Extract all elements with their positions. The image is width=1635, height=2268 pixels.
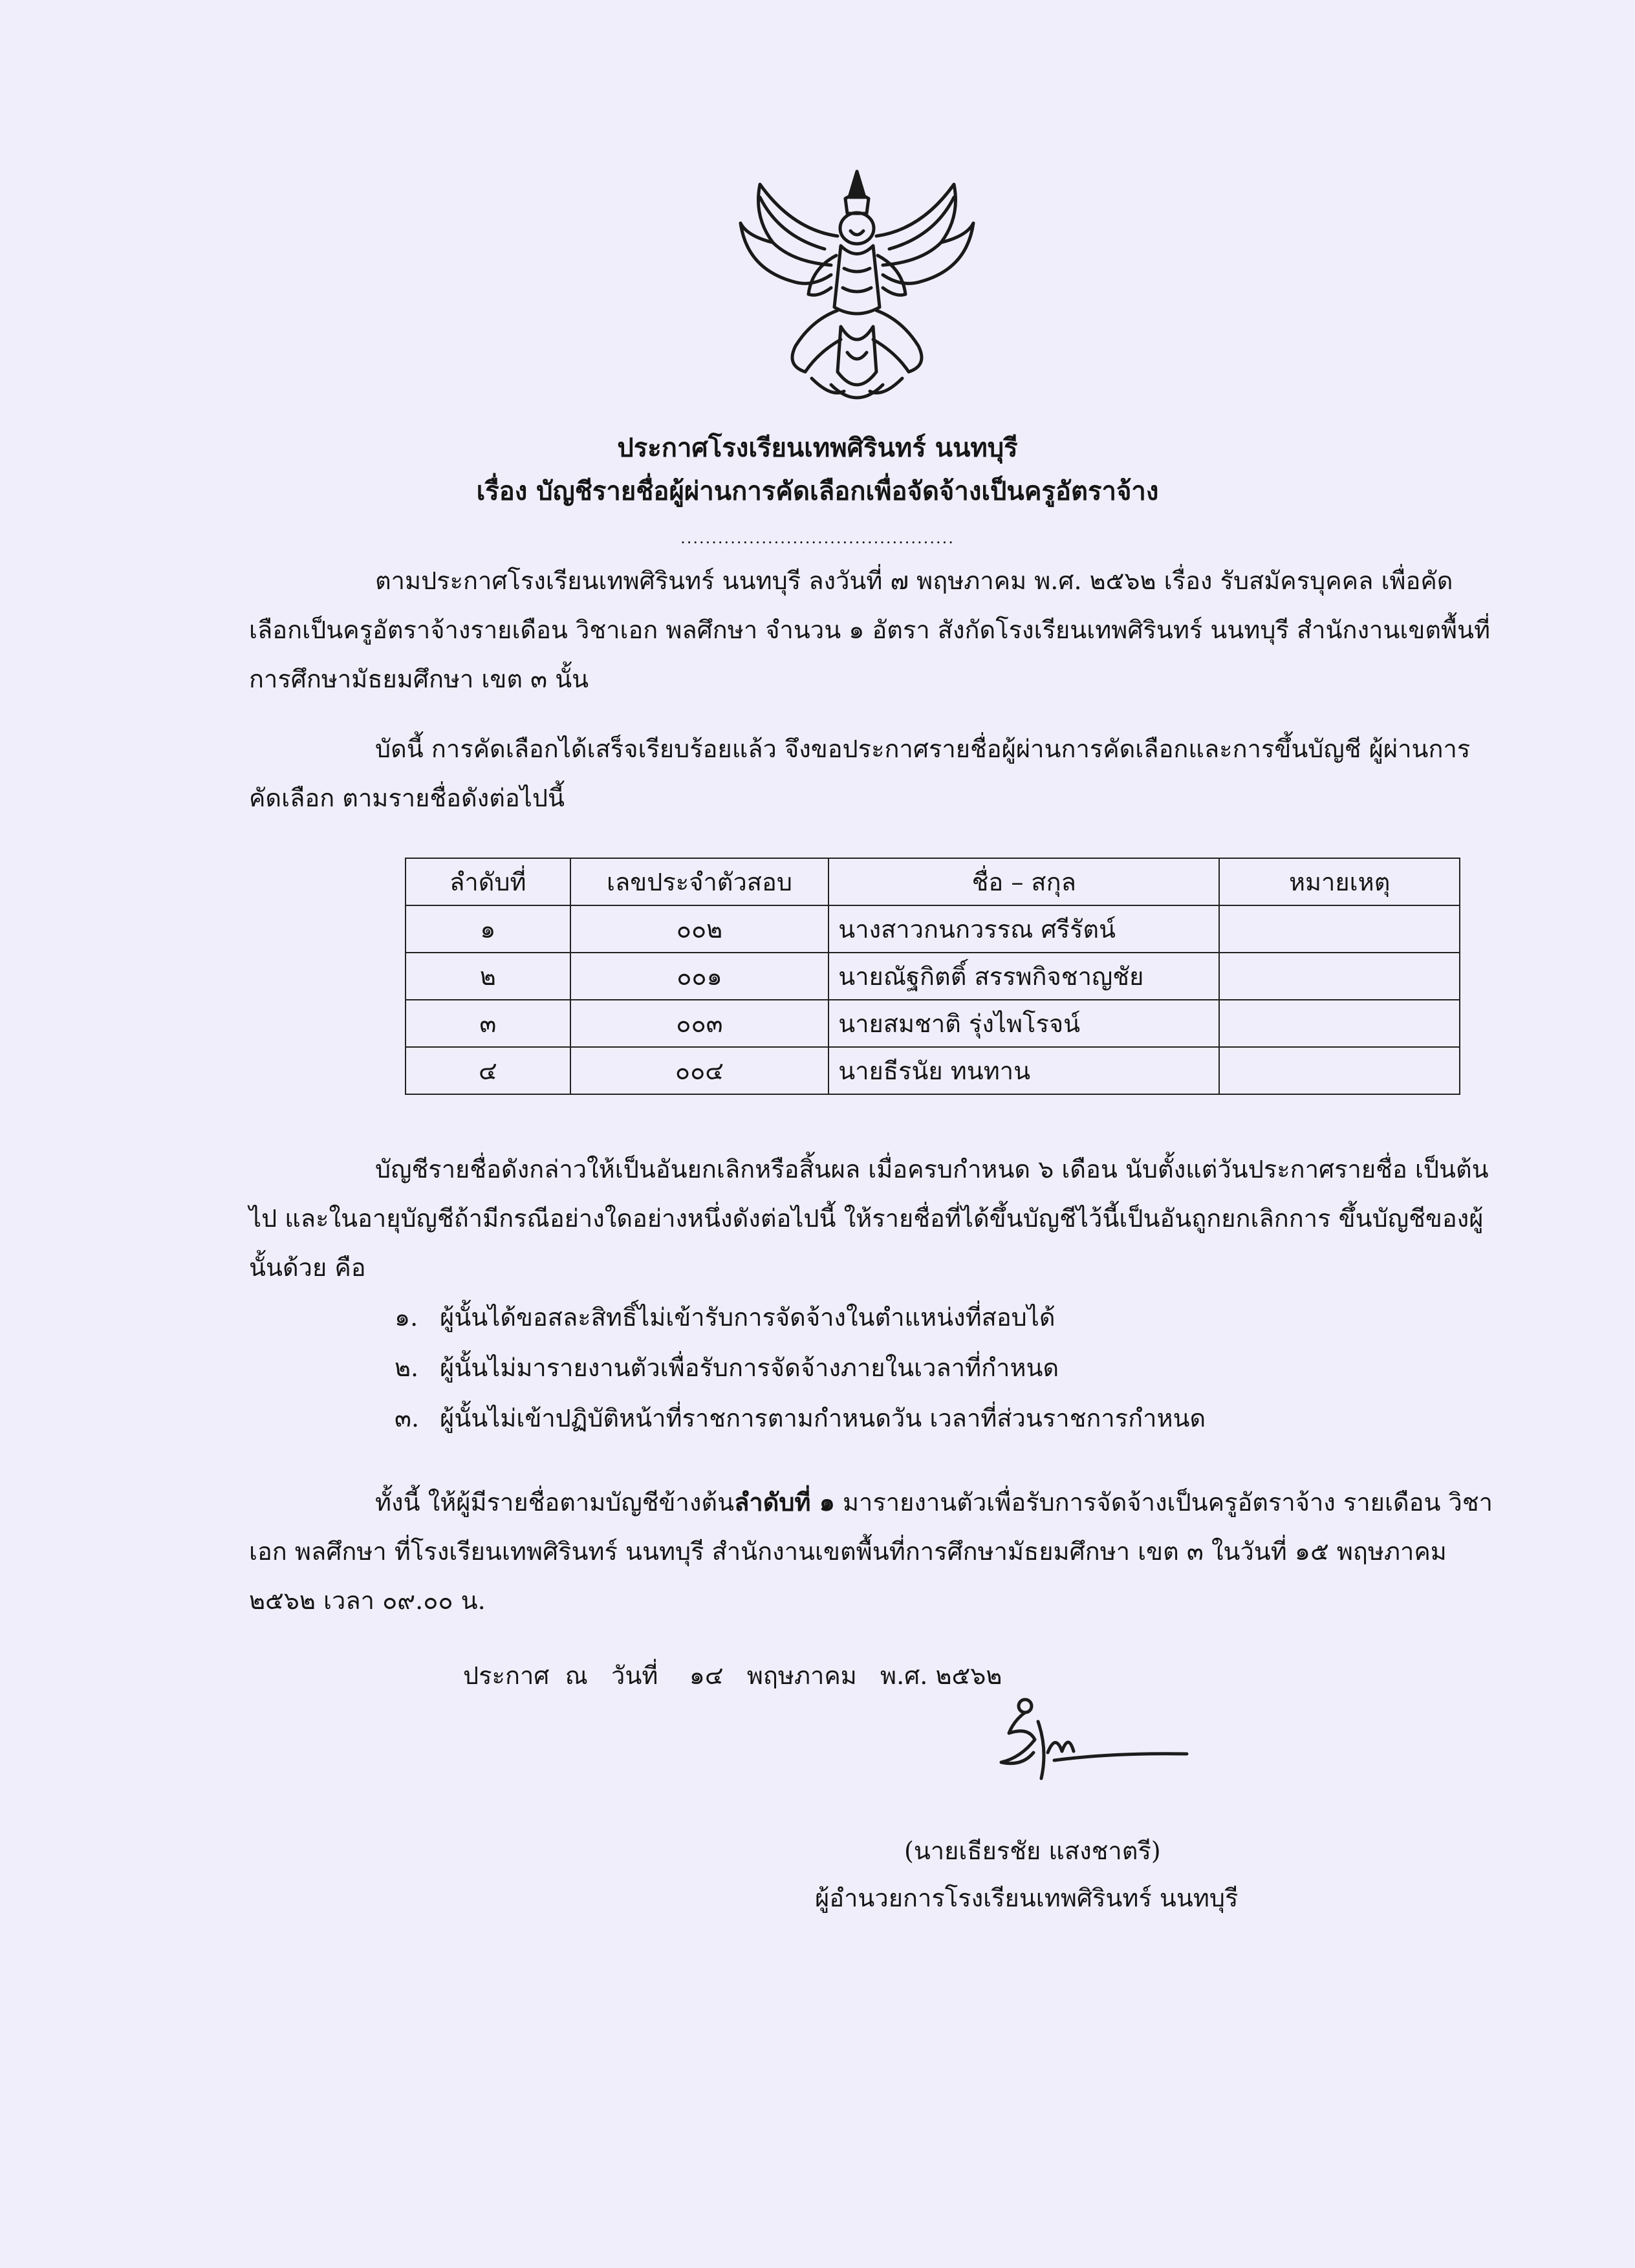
- paragraph-2-text: บัดนี้ การคัดเลือกได้เสร็จเรียบร้อยแล้ว จึงขอประกาศรายชื่อผู้ผ่านการคัดเลือกและการขึ้นบัญชี ผู้ผ่านการคัดเลือก ตามรายชื่อดังต่อไปนี้: [249, 735, 1471, 812]
- signer-name: (นายเธียรชัย แสงชาตรี): [904, 1837, 1161, 1865]
- candidate-table: [405, 858, 1460, 1095]
- cell-exam-id: ๐๐๓: [570, 1000, 828, 1047]
- cell-order: ๒: [406, 953, 570, 1000]
- cell-order: ๑: [406, 905, 570, 953]
- list-item: [395, 1343, 1206, 1393]
- cell-exam-id: ๐๐๑: [570, 953, 828, 1000]
- paragraph-4: [249, 1478, 1497, 1625]
- paragraph-1-text: ตามประกาศโรงเรียนเทพศิรินทร์ นนทบุรี ลงวันที่ ๗ พฤษภาคม พ.ศ. ๒๕๖๒ เรื่อง รับสมัครบุคคล เพื่อคัดเลือกเป็นครูอัตราจ้างรายเดือน วิชาเอก พลศึกษา จำนวน ๑ อัตรา สังกัดโรงเรียนเทพศิรินทร์ นนทบุรี สำนักงานเขตพื้นที่การศึกษามัธยมศึกษา เขต ๓ นั้น: [249, 567, 1491, 693]
- cell-name: นายณัฐกิตติ์ สรรพกิจชาญชัย: [828, 953, 1219, 1000]
- header-note: หมายเหตุ: [1219, 858, 1460, 905]
- cell-exam-id: ๐๐๒: [570, 905, 828, 953]
- list-item-text: ผู้นั้นไม่มารายงานตัวเพื่อรับการจัดจ้างภายในเวลาที่กำหนด: [440, 1354, 1059, 1382]
- paragraph-4-text-rest: มารายงานตัวเพื่อรับการจัดจ้างเป็นครูอัตราจ้าง รายเดือน วิชาเอก พลศึกษา ที่โรงเรียนเทพศิรินทร์ นนทบุรี สำนักงานเขตพื้นที่การศึกษามัธยมศึกษา เขต ๓ ในวันที่ ๑๕ พฤษภาคม ๒๕๖๒ เวลา ๐๙.๐๐ น.: [249, 1488, 1493, 1615]
- cell-note: [1219, 1000, 1460, 1047]
- paragraph-4-text: ทั้งนี้ ให้ผู้มีรายชื่อตามบัญชีข้างต้น: [375, 1488, 735, 1517]
- list-item-number: ๑.: [395, 1303, 418, 1332]
- cell-order: ๓: [406, 1000, 570, 1047]
- paragraph-2: [249, 724, 1497, 823]
- condition-list: [395, 1292, 1206, 1443]
- list-item-text: ผู้นั้นไม่เข้าปฏิบัติหน้าที่ราชการตามกำหนดวัน เวลาที่ส่วนราชการกำหนด: [440, 1404, 1206, 1432]
- list-item: [395, 1393, 1206, 1443]
- paragraph-3: [249, 1145, 1497, 1292]
- table-row: [406, 1047, 1460, 1094]
- table-row: [406, 905, 1460, 953]
- list-item-text: ผู้นั้นได้ขอสละสิทธิ์ไม่เข้ารับการจัดจ้างในตำแหน่งที่สอบได้: [440, 1303, 1056, 1332]
- paragraph-4-emphasis: ลำดับที่ ๑: [734, 1487, 835, 1517]
- paragraph-1: [249, 556, 1497, 704]
- document-subject: เรื่อง บัญชีรายชื่อผู้ผ่านการคัดเลือกเพื่อจัดจ้างเป็นครูอัตราจ้าง: [476, 476, 1159, 506]
- cell-name: นายธีรนัย ทนทาน: [828, 1047, 1219, 1094]
- document-title: ประกาศโรงเรียนเทพศิรินทร์ นนทบุรี: [617, 433, 1018, 463]
- header-order: ลำดับที่: [406, 858, 570, 905]
- header-name: ชื่อ – สกุล: [828, 858, 1219, 905]
- signer-title: ผู้อำนวยการโรงเรียนเทพศิรินทร์ นนทบุรี: [815, 1884, 1239, 1912]
- cell-note: [1219, 953, 1460, 1000]
- table-row: [406, 953, 1460, 1000]
- title-separator: ............................................: [680, 529, 955, 547]
- paragraph-3-text: บัญชีรายชื่อดังกล่าวให้เป็นอันยกเลิกหรือสิ้นผล เมื่อครบกำหนด ๖ เดือน นับตั้งแต่วันประกาศรายชื่อ เป็นต้นไป และในอายุบัญชีถ้ามีกรณีอย่างใดอย่างหนึ่งดังต่อไปนี้ ให้รายชื่อที่ได้ขึ้นบัญชีไว้นี้เป็นอันถูกยกเลิกการ ขึ้นบัญชีของผู้นั้นด้วย คือ: [249, 1155, 1489, 1282]
- cell-name: นางสาวกนกวรรณ ศรีรัตน์: [828, 905, 1219, 953]
- list-item: [395, 1292, 1206, 1343]
- signature-icon: [944, 1681, 1216, 1811]
- list-item-number: ๒.: [395, 1354, 419, 1382]
- cell-note: [1219, 905, 1460, 953]
- cell-exam-id: ๐๐๔: [570, 1047, 828, 1094]
- announcement-date: ประกาศ ณ วันที่ ๑๔ พฤษภาคม พ.ศ. ๒๕๖๒: [463, 1661, 1002, 1690]
- table-row: [406, 1000, 1460, 1047]
- cell-note: [1219, 1047, 1460, 1094]
- list-item-number: ๓.: [395, 1404, 420, 1432]
- garuda-emblem-icon: [734, 158, 980, 417]
- table-header-row: [406, 858, 1460, 905]
- header-exam-id: เลขประจำตัวสอบ: [570, 858, 828, 905]
- cell-order: ๔: [406, 1047, 570, 1094]
- cell-name: นายสมชาติ รุ่งไพโรจน์: [828, 1000, 1219, 1047]
